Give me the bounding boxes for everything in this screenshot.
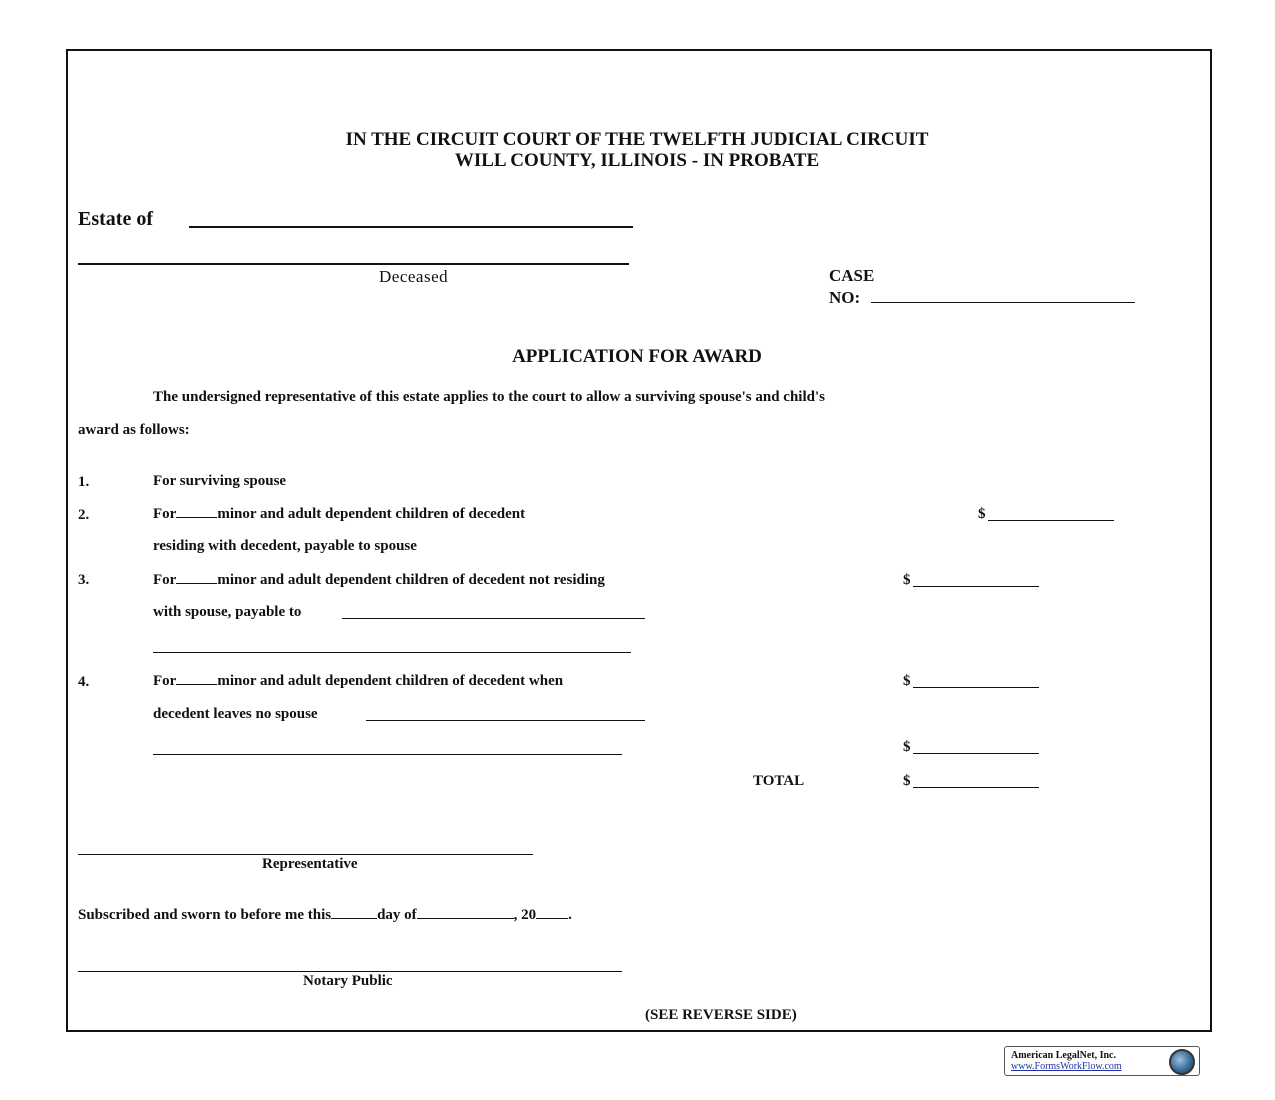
- item-4-detail-line[interactable]: [366, 720, 645, 721]
- deceased-label: Deceased: [379, 267, 449, 286]
- court-header-line1: IN THE CIRCUIT COURT OF THE TWELFTH JUDICIAL CIRCUIT: [345, 129, 929, 150]
- item-3-text: [153, 572, 605, 589]
- total-amount-line[interactable]: [913, 787, 1039, 788]
- logo-company-name: American LegalNet, Inc.: [1011, 1050, 1116, 1061]
- footer-logo[interactable]: [1004, 1046, 1200, 1076]
- item-1-text: For surviving spouse: [153, 473, 287, 489]
- intro-line2: award as follows:: [78, 422, 190, 438]
- item-2-for: For: [153, 506, 177, 522]
- total-dollar: $: [903, 773, 911, 789]
- notary-label: Notary Public: [303, 973, 393, 989]
- item-4-text: [153, 673, 563, 690]
- sworn-part1: Subscribed and sworn to before me this: [78, 907, 332, 923]
- total-label: TOTAL: [753, 773, 805, 789]
- sworn-part4: .: [568, 907, 572, 923]
- item-4-for: For: [153, 673, 177, 689]
- item-2-dollar: $: [978, 506, 986, 522]
- case-number-line[interactable]: [871, 302, 1135, 303]
- item-4-amount-line[interactable]: [913, 687, 1039, 688]
- reverse-side-note: (SEE REVERSE SIDE): [645, 1007, 797, 1023]
- item-3-for: For: [153, 572, 177, 588]
- representative-signature-line[interactable]: [78, 854, 533, 855]
- item-2-count-blank[interactable]: [176, 517, 217, 518]
- sworn-month-blank[interactable]: [417, 918, 514, 919]
- item-4-detail-line-2[interactable]: [153, 754, 622, 755]
- item-4-line2: decedent leaves no spouse: [153, 706, 318, 722]
- item-3-payee-line[interactable]: [342, 618, 645, 619]
- item-2-text: [153, 506, 525, 523]
- intro-line1: The undersigned representative of this estate applies to the court to allow a surviving spouse's and child's: [153, 389, 825, 405]
- case-label: CASE: [829, 266, 875, 285]
- item-3-desc: minor and adult dependent children of decedent not residing: [217, 572, 605, 588]
- item-3-amount-line[interactable]: [913, 586, 1039, 587]
- sworn-statement: [78, 907, 572, 924]
- item-1-number: 1.: [78, 474, 90, 490]
- extra-dollar: $: [903, 739, 911, 755]
- notary-signature-line[interactable]: [78, 971, 622, 972]
- globe-icon: [1169, 1049, 1195, 1075]
- item-2-line2: residing with decedent, payable to spouse: [153, 538, 417, 554]
- representative-label: Representative: [262, 856, 358, 872]
- item-3-dollar: $: [903, 572, 911, 588]
- item-2-number: 2.: [78, 507, 90, 523]
- case-no-label: NO:: [829, 288, 861, 307]
- estate-label: Estate of: [78, 208, 153, 230]
- court-header-line2: WILL COUNTY, ILLINOIS - IN PROBATE: [454, 150, 820, 171]
- sworn-year-blank[interactable]: [536, 918, 568, 919]
- form-title: APPLICATION FOR AWARD: [512, 346, 762, 367]
- item-4-desc: minor and adult dependent children of decedent when: [217, 673, 564, 689]
- sworn-part3: , 20: [513, 907, 537, 923]
- item-2-amount-line[interactable]: [988, 520, 1114, 521]
- extra-amount-line[interactable]: [913, 753, 1039, 754]
- sworn-part2: day of: [377, 907, 417, 923]
- item-3-count-blank[interactable]: [176, 583, 217, 584]
- item-4-dollar: $: [903, 673, 911, 689]
- item-3-line2: with spouse, payable to: [153, 604, 302, 620]
- logo-url-link[interactable]: www.FormsWorkFlow.com: [1011, 1061, 1122, 1072]
- estate-name-line-2[interactable]: [78, 263, 629, 265]
- sworn-day-blank[interactable]: [331, 918, 377, 919]
- estate-name-line[interactable]: [189, 226, 633, 228]
- item-2-desc: minor and adult dependent children of decedent: [217, 506, 526, 522]
- item-3-number: 3.: [78, 572, 90, 588]
- item-4-number: 4.: [78, 674, 90, 690]
- item-3-payee-line-2[interactable]: [153, 652, 631, 653]
- item-4-count-blank[interactable]: [176, 684, 217, 685]
